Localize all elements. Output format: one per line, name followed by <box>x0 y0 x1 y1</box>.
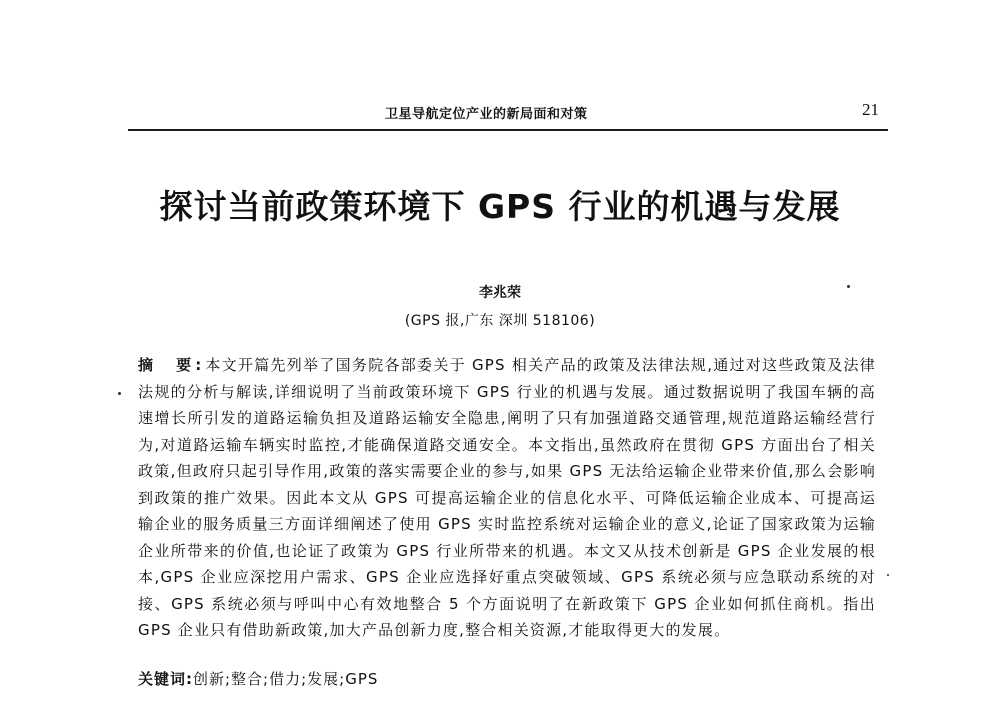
page-number: 21 <box>862 100 879 119</box>
running-head-title: 卫星导航定位产业的新局面和对策 <box>385 107 588 122</box>
keywords-line <box>138 668 378 689</box>
abstract-label: 摘 要: <box>138 356 206 374</box>
keywords-text: 创新;整合;借力;发展;GPS <box>193 670 379 688</box>
scan-speck <box>118 392 121 395</box>
header-rule <box>128 129 888 131</box>
scan-speck <box>887 574 889 576</box>
keywords-label: 关键词: <box>138 670 193 688</box>
abstract-block <box>138 352 876 644</box>
scan-speck <box>847 285 850 288</box>
abstract-text: 本文开篇先列举了国务院各部委关于 GPS 相关产品的政策及法律法规,通过对这些政策及法律法规的分析与解读,详细说明了当前政策环境下 GPS 行业的机遇与发展。通过数据说明了我国车辆的高速增长所引发的道路运输负担及道路运输安全隐患,阐明了只有加强道路交通管理,规范道路运输经营行为,对道路运输车辆实时监控,才能确保道路交通安全。本文指出,虽然政府在贯彻 GPS 方面出台了相关政策,但政府只起引导作用,政策的落实需要企业的参与,如果 GPS 无法给运输企业带来价值,那么会影响到政策的推广效果。因此本文从 GPS 可提高运输企业的信息化水平、可降低运输企业成本、可提高运输企业的服务质量三方面详细阐述了使用 GPS 实时监控系统对运输企业的意义,论证了国家政策为运输企业所带来的价值,也论证了政策为 GPS 行业所带来的机遇。本文又从技术创新是 GPS 企业发展的根本,GPS 企业应深挖用户需求、GPS 企业应选择好重点突破领域、GPS 系统必须与应急联动系统的对接、GPS 系统必须与呼叫中心有效地整合 5 个方面说明了在新政策下 GPS 企业如何抓住商机。指出 GPS 企业只有借助新政策,加大产品创新力度,整合相关资源,才能取得更大的发展。 <box>138 356 877 639</box>
article-author: 李兆荣 <box>479 285 521 301</box>
article-title: 探讨当前政策环境下 GPS 行业的机遇与发展 <box>159 187 841 226</box>
article-affiliation: (GPS 报,广东 深圳 518106) <box>404 313 596 329</box>
